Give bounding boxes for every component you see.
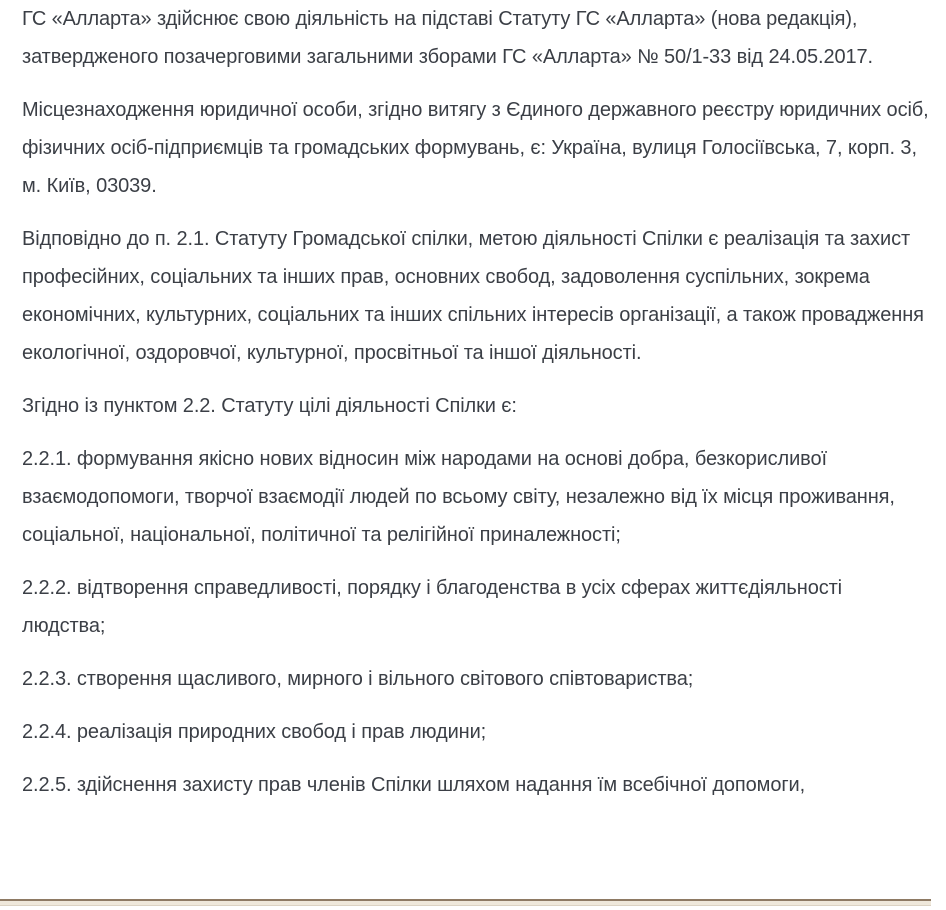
next-section-top-edge bbox=[0, 899, 931, 910]
paragraph-goal-2-2-3: 2.2.3. створення щасливого, мирного і вільного світового співтовариства; bbox=[22, 668, 694, 690]
paragraph-purpose-2-1: Відповідно до п. 2.1. Статуту Громадської спілки, метою діяльності Спілки є реалізація та захист професійних, соціальних та інших прав, основних свобод, задоволення суспільних, зокрема економічних, культурних, соціальних та інших спільних інтересів організації, а також провадження екологічної, оздоровчої, культурної, просвітньої та іншої діяльності. bbox=[22, 228, 924, 364]
paragraph-goal-2-2-1: 2.2.1. формування якісно нових відносин між народами на основі добра, безкорисливої взаємодопомоги, творчої взаємодії людей по всьому світу, незалежно від їх місця проживання, соціальної, національної, політичної та релігійної приналежності; bbox=[22, 448, 895, 546]
paragraph-goal-2-2-4: 2.2.4. реалізація природних свобод і прав людини; bbox=[22, 721, 487, 743]
paragraph-legal-address: Місцезнаходження юридичної особи, згідно витягу з Єдиного державного реєстру юридичних осіб, фізичних осіб-підприємців та громадських формувань, є: Україна, вулиця Голосіївська, 7, корп. 3, м. Київ, 03039. bbox=[22, 99, 929, 197]
paragraph-goal-2-2-5: 2.2.5. здійснення захисту прав членів Спілки шляхом надання їм всебічної допомоги, bbox=[22, 774, 806, 796]
paragraph-goal-2-2-2: 2.2.2. відтворення справедливості, порядку і благоденства в усіх сферах життєдіяльності людства; bbox=[22, 577, 843, 637]
paragraph-statute-basis: ГС «Алларта» здійснює свою діяльність на підставі Статуту ГС «Алларта» (нова редакція), затвердженого позачерговими загальними зборами ГС «Алларта» № 50/1-33 від 24.05.2017. bbox=[22, 8, 874, 68]
paragraph-goals-intro-2-2: Згідно із пунктом 2.2. Статуту цілі діяльності Спілки є: bbox=[22, 395, 517, 417]
